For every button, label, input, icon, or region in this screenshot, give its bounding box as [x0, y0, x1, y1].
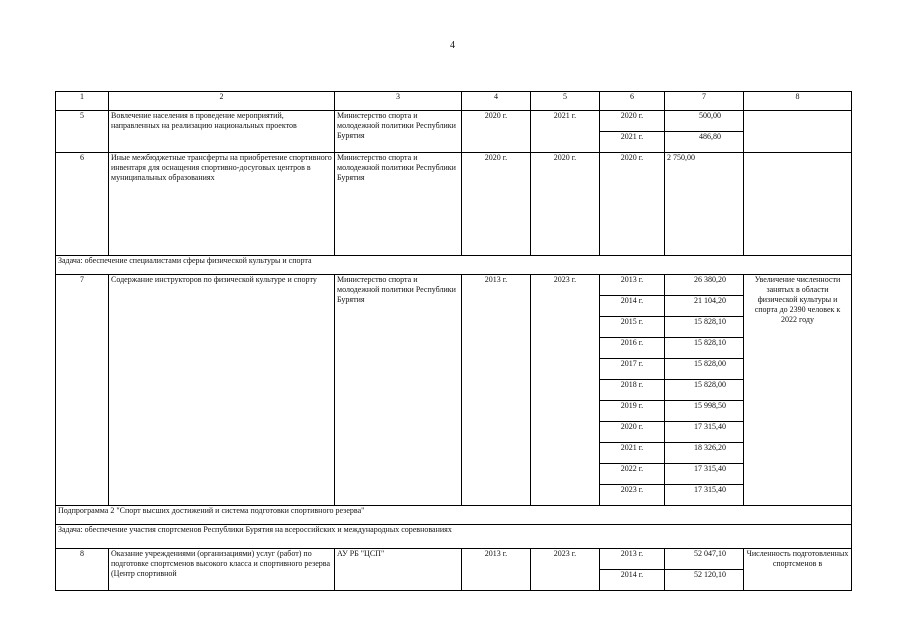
finance-amount: 17 315,40: [665, 464, 744, 485]
expected-result: [744, 111, 852, 153]
finance-year: 2020 г.: [600, 153, 665, 256]
finance-amount: 18 326,20: [665, 443, 744, 464]
finance-amount: 21 104,20: [665, 296, 744, 317]
finance-year: 2015 г.: [600, 317, 665, 338]
activity-name: Содержание инструкторов по физической культуре и спорту: [109, 275, 335, 506]
finance-amount: 15 828,10: [665, 338, 744, 359]
finance-amount: 17 315,40: [665, 485, 744, 506]
subprogram-title: Подпрограмма 2 "Спорт высших достижений и система подготовки спортивного резерва": [56, 506, 852, 525]
executor: АУ РБ "ЦСП": [335, 549, 462, 591]
finance-amount: 26 380,20: [665, 275, 744, 296]
subprogram-row: [56, 506, 852, 525]
finance-year: 2019 г.: [600, 401, 665, 422]
header-col-7: 7: [665, 92, 744, 111]
finance-year: 2021 г.: [600, 132, 665, 153]
end-year: 2020 г.: [531, 153, 600, 256]
finance-amount: 2 750,00: [665, 153, 744, 256]
finance-year: 2020 г.: [600, 111, 665, 132]
header-row: [56, 92, 852, 111]
finance-year: 2020 г.: [600, 422, 665, 443]
task-row: [56, 256, 852, 275]
finance-amount: 15 828,10: [665, 317, 744, 338]
header-col-6: 6: [600, 92, 665, 111]
row-number: 6: [56, 153, 109, 256]
finance-year: 2014 г.: [600, 296, 665, 317]
finance-amount: 15 998,50: [665, 401, 744, 422]
start-year: 2013 г.: [462, 275, 531, 506]
finance-year: 2013 г.: [600, 275, 665, 296]
activity-name: Оказание учреждениями (организациями) услуг (работ) по подготовке спортсменов высокого класса и спортивного резерва (Центр спортивной: [109, 549, 335, 591]
finance-amount: 15 828,00: [665, 359, 744, 380]
activity-name: Вовлечение населения в проведение мероприятий, направленных на реализацию национальных проектов: [109, 111, 335, 153]
header-col-2: 2: [109, 92, 335, 111]
table-row: [56, 111, 852, 132]
header-col-5: 5: [531, 92, 600, 111]
table-row: [56, 549, 852, 570]
executor: Министерство спорта и молодежной политики Республики Бурятия: [335, 275, 462, 506]
finance-amount: 52 120,10: [665, 570, 744, 591]
row-number: 5: [56, 111, 109, 153]
finance-amount: 17 315,40: [665, 422, 744, 443]
expected-result: Увеличение численности занятых в области физической культуры и спорта до 2390 человек к 2022 году: [744, 275, 852, 506]
expected-result: Численность подготовленных спортсменов в: [744, 549, 852, 591]
end-year: 2023 г.: [531, 549, 600, 591]
finance-year: 2013 г.: [600, 549, 665, 570]
finance-year: 2016 г.: [600, 338, 665, 359]
start-year: 2013 г.: [462, 549, 531, 591]
finance-amount: 52 047,10: [665, 549, 744, 570]
start-year: 2020 г.: [462, 153, 531, 256]
row-number: 8: [56, 549, 109, 591]
finance-year: 2014 г.: [600, 570, 665, 591]
finance-year: 2018 г.: [600, 380, 665, 401]
header-col-3: 3: [335, 92, 462, 111]
page-number: 4: [450, 40, 455, 51]
start-year: 2020 г.: [462, 111, 531, 153]
finance-year: 2021 г.: [600, 443, 665, 464]
header-col-4: 4: [462, 92, 531, 111]
finance-amount: 15 828,00: [665, 380, 744, 401]
finance-year: 2023 г.: [600, 485, 665, 506]
finance-year: 2017 г.: [600, 359, 665, 380]
end-year: 2023 г.: [531, 275, 600, 506]
task-row: [56, 525, 852, 549]
expected-result: [744, 153, 852, 256]
table-row: [56, 275, 852, 296]
end-year: 2021 г.: [531, 111, 600, 153]
executor: Министерство спорта и молодежной политики Республики Бурятия: [335, 111, 462, 153]
program-table: [55, 91, 852, 591]
executor: Министерство спорта и молодежной политики Республики Бурятия: [335, 153, 462, 256]
activity-name: Иные межбюджетные трансферты на приобретение спортивного инвентаря для оснащения спортивно-досуговых центров в муниципальных образованиях: [109, 153, 335, 256]
row-number: 7: [56, 275, 109, 506]
finance-amount: 500,00: [665, 111, 744, 132]
finance-year: 2022 г.: [600, 464, 665, 485]
finance-amount: 486,80: [665, 132, 744, 153]
task-title: Задача: обеспечение специалистами сферы физической культуры и спорта: [56, 256, 852, 275]
table-row: [56, 153, 852, 256]
header-col-8: 8: [744, 92, 852, 111]
task-title: Задача: обеспечение участия спортсменов Республики Бурятия на всероссийских и международных соревнованиях: [56, 525, 852, 549]
header-col-1: 1: [56, 92, 109, 111]
